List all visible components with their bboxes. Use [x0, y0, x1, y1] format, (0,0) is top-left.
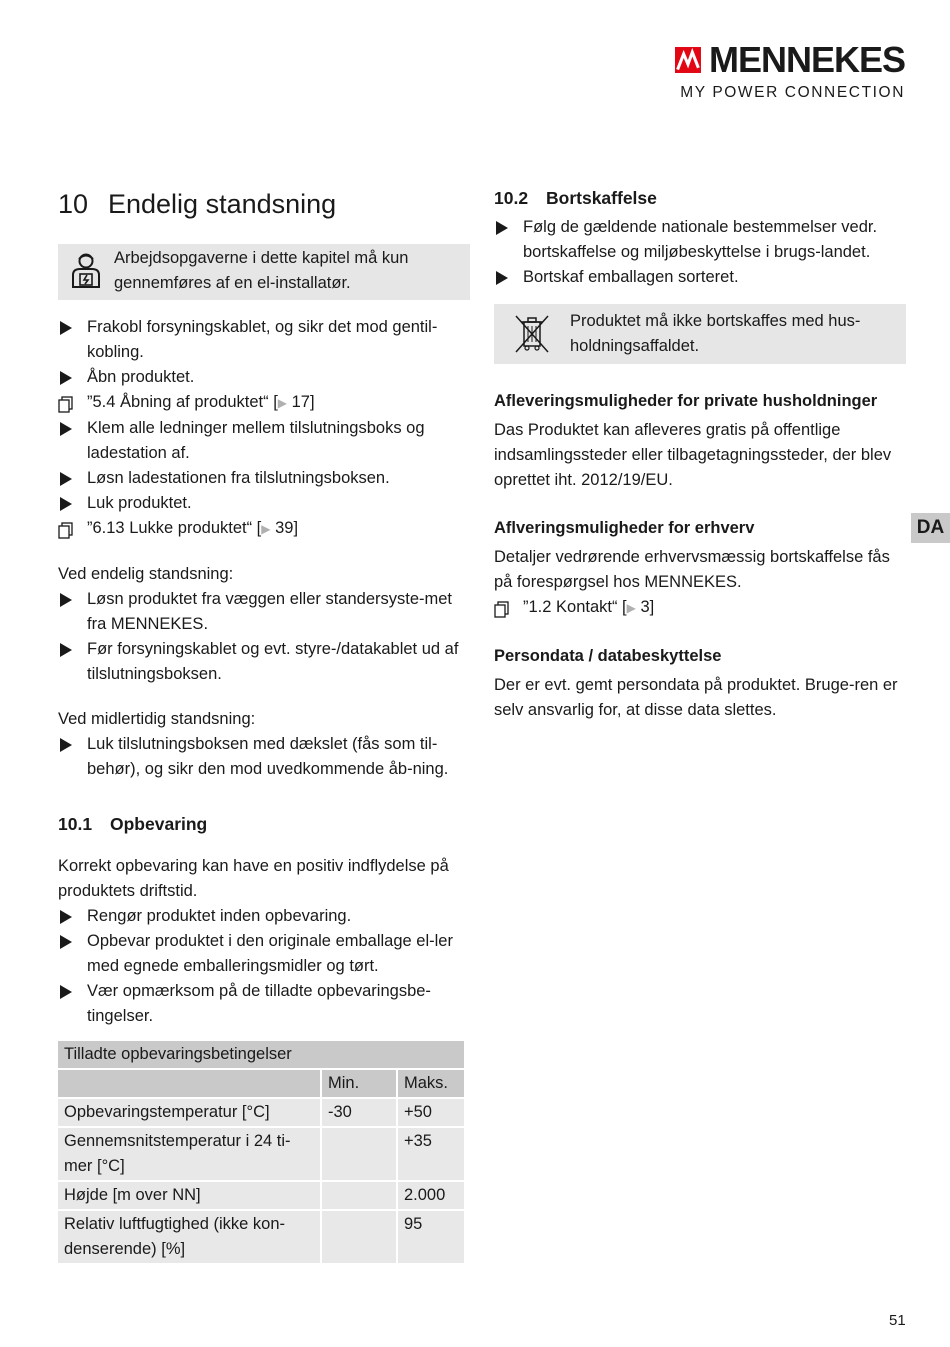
page-ref-number: 17 — [291, 393, 310, 411]
cross-reference[interactable]: ”5.4 Åbning af produktet“ [▶ 17] — [58, 390, 470, 416]
step-item: Før forsyningskablet og evt. styre-/datakablet ud af tilslutningsboksen. — [58, 637, 470, 687]
bullet-triangle-icon — [60, 593, 72, 607]
privacy-heading: Persondata / databeskyttelse — [494, 647, 722, 665]
page-ref-arrow-icon: ▶ — [626, 601, 636, 615]
final-shutdown-intro: Ved endelig standsning: — [58, 565, 234, 583]
crossed-bin-icon — [513, 314, 551, 354]
left-column — [58, 186, 470, 1265]
step-item: Løsn ladestationen fra tilslutningsboksen. — [58, 466, 470, 491]
table-row: Relativ luftfugtighed (ikke kon-denserende) [%] 95 — [57, 1210, 465, 1264]
brand-name: MENNEKES — [708, 39, 905, 80]
section-10-2-heading: 10.2 Bortskaffelse — [494, 188, 657, 208]
table-row: Gennemsnitstemperatur i 24 ti-mer [°C] +35 — [57, 1127, 465, 1181]
brand-logo — [675, 39, 905, 102]
step-item: Luk produktet. — [58, 491, 470, 516]
mennekes-logo-icon — [675, 45, 701, 75]
privacy-text: Der er evt. gemt persondata på produktet. Bruge-ren er selv ansvarlig for, at disse data slettes. — [494, 676, 898, 719]
temporary-shutdown-intro: Ved midlertidig standsning: — [58, 710, 256, 728]
storage-steps — [58, 904, 470, 1029]
cross-reference[interactable]: ”1.2 Kontakt“ [▶ 3] — [494, 595, 906, 621]
bullet-triangle-icon — [60, 738, 72, 752]
bullet-triangle-icon — [60, 321, 72, 335]
step-item: Åbn produktet. — [58, 365, 470, 390]
electrician-notice — [58, 244, 470, 300]
notice-text: Produktet må ikke bortskaffes med hus-holdningsaffaldet. — [570, 312, 861, 355]
page-number: 51 — [889, 1312, 906, 1329]
electrician-icon — [69, 253, 103, 289]
language-tab[interactable]: DA — [911, 513, 950, 543]
page-ref-number: 39 — [275, 519, 294, 537]
bullet-triangle-icon — [496, 221, 508, 235]
step-item: Frakobl forsyningskablet, og sikr det mod gentil-kobling. — [58, 315, 470, 365]
step-item: Luk tilslutningsboksen med dækslet (fås som til-behør), og sikr den mod uvedkommende åb-ning. — [58, 732, 470, 782]
household-waste-notice — [494, 304, 906, 364]
page-ref-arrow-icon: ▶ — [261, 522, 271, 536]
bullet-triangle-icon — [496, 271, 508, 285]
business-disposal-heading: Aflveringsmuligheder for erhverv — [494, 519, 755, 537]
step-item: Opbevar produktet i den originale emballage el-ler med egnede emballeringsmidler og tørt. — [58, 929, 470, 979]
private-disposal-heading: Afleveringsmuligheder for private husholdninger — [494, 392, 878, 410]
disposal-steps — [494, 215, 906, 290]
column-header-min: Min. — [321, 1069, 397, 1098]
business-disposal-text: Detaljer vedrørende erhvervsmæssig bortskaffelse fås på forespørgsel hos MENNEKES. — [494, 548, 890, 591]
business-references — [494, 595, 906, 621]
section-10-1-heading: 10.1 Opbevaring — [58, 814, 208, 834]
brand-tagline: MY POWER CONNECTION — [680, 84, 905, 101]
bullet-triangle-icon — [60, 643, 72, 657]
temporary-shutdown-steps — [58, 732, 470, 782]
step-item: Klem alle ledninger mellem tilslutningsboks og ladestation af. — [58, 416, 470, 466]
bullet-triangle-icon — [60, 422, 72, 436]
private-disposal-text: Das Produktet kan afleveres gratis på offentlige indsamlingssteder eller tilbagetagningssteder, der blev oprettet iht. 2012/19/EU. — [494, 421, 892, 489]
bullet-triangle-icon — [60, 910, 72, 924]
section-number: 10 — [58, 189, 89, 219]
notice-text: Arbejdsopgaverne i dette kapitel må kun gennemføres af en el-installatør. — [114, 249, 409, 292]
document-reference-icon — [58, 522, 74, 539]
table-row: Opbevaringstemperatur [°C] -30 +50 — [57, 1098, 465, 1127]
step-item: Rengør produktet inden opbevaring. — [58, 904, 470, 929]
shutdown-steps — [58, 315, 470, 542]
storage-intro: Korrekt opbevaring kan have en positiv indflydelse på produktets driftstid. — [58, 857, 449, 900]
section-10-heading — [58, 186, 470, 222]
bullet-triangle-icon — [60, 371, 72, 385]
bullet-triangle-icon — [60, 935, 72, 949]
document-reference-icon — [494, 601, 510, 618]
column-header-max: Maks. — [397, 1069, 465, 1098]
cross-reference[interactable]: ”6.13 Lukke produktet“ [▶ 39] — [58, 516, 470, 542]
storage-conditions-table — [56, 1039, 466, 1265]
table-row: Højde [m over NN] 2.000 — [57, 1181, 465, 1210]
bullet-triangle-icon — [60, 985, 72, 999]
right-column — [494, 186, 906, 723]
final-shutdown-steps — [58, 587, 470, 687]
section-title: Endelig standsning — [108, 189, 337, 219]
table-caption: Tilladte opbevaringsbetingelser — [57, 1040, 465, 1069]
step-item: Bortskaf emballagen sorteret. — [494, 265, 906, 290]
step-item: Følg de gældende nationale bestemmelser vedr. bortskaffelse og miljøbeskyttelse i brugs-landet. — [494, 215, 906, 265]
document-reference-icon — [58, 396, 74, 413]
bullet-triangle-icon — [60, 472, 72, 486]
step-item: Løsn produktet fra væggen eller standersyste-met fra MENNEKES. — [58, 587, 470, 637]
step-item: Vær opmærksom på de tilladte opbevaringsbe-tingelser. — [58, 979, 470, 1029]
bullet-triangle-icon — [60, 497, 72, 511]
page-ref-arrow-icon: ▶ — [277, 396, 288, 410]
page-ref-number: 3 — [640, 598, 650, 616]
